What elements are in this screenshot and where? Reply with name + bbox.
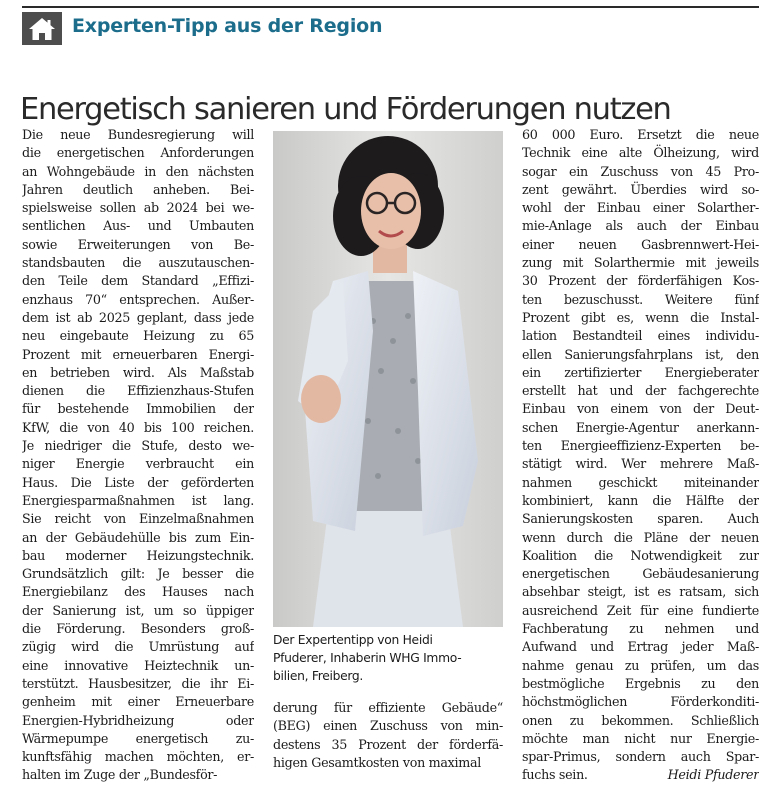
text-line: Prozent gibt es, wenn die Instal-: [522, 309, 759, 325]
text-line: für bestehende Immobilien der: [22, 401, 254, 417]
text-line: kunftsfähig machen möchten, er-: [22, 749, 254, 765]
text-line: niger Energie verbraucht ein: [22, 456, 254, 472]
text-line: ellen Sanierungsfahrplans ist, den: [522, 346, 759, 362]
text-line: lation Bestandteil eines individu-: [522, 328, 759, 344]
text-line: möchte man nicht nur Energie-: [522, 730, 759, 746]
author-signature: Heidi Pfuderer: [667, 767, 759, 783]
text-line: standsbauten die auszutauschen-: [22, 255, 254, 271]
caption-line: Der Expertentipp von Heidi: [273, 633, 433, 647]
text-line: terstützt. Hausbesitzer, die ihr Ei-: [22, 675, 254, 691]
text-line: der Sanierung ist, um so üppiger: [22, 602, 254, 618]
text-line: wohl der Einbau einer Solarther-: [522, 200, 759, 216]
text-line: destens 35 Prozent der förderfä-: [273, 736, 503, 752]
text-line: sowie Erweiterungen von Be-: [22, 236, 254, 252]
text-line: spar-Primus, sondern auch Spar-: [522, 749, 759, 765]
text-line: ein zertifizierter Energieberater: [522, 364, 759, 380]
text-line: higen Gesamtkosten von maximal: [273, 754, 482, 770]
text-line: Sanierungskosten sparen. Auch: [522, 511, 759, 527]
text-line: nahmen geschickt miteinander: [522, 474, 759, 490]
text-line: energetischen Gebäudesanierung: [522, 566, 759, 582]
article-column-3: [522, 126, 759, 785]
text-line: sentlichen Aus- und Umbauten: [22, 218, 254, 234]
text-line: genheim mit einer Erneuerbare: [22, 694, 254, 710]
caption-line: bilien, Freiberg.: [273, 669, 364, 683]
text-line: Sie reicht von Einzelmaßnahmen: [22, 511, 254, 527]
text-line: einer neuen Gasbrennwert-Hei-: [522, 236, 759, 252]
text-line: Aufwand und Ertrag jeder Maß-: [522, 639, 759, 655]
text-line: wenn durch die Pläne der neuen: [522, 529, 759, 545]
text-line: absehbar steigt, ist es ratsam, sich: [522, 584, 759, 600]
text-line: nahme genau zu prüfen, um das: [522, 657, 759, 673]
article-headline: Energetisch sanieren und Förderungen nutzen: [20, 92, 671, 128]
text-line: zügig wird die Umrüstung auf: [22, 639, 254, 655]
text-line: Koalition die Notwendigkeit zur: [522, 547, 759, 563]
text-line: halten im Zuge der „Bundesför-: [22, 767, 218, 783]
article-column-2: [273, 699, 503, 772]
text-line: Energiesparmaßnahmen ist lang.: [22, 492, 254, 508]
text-line: schen Energie-Agentur anerkann-: [522, 419, 759, 435]
text-line: sogar ein Zuschuss von 45 Pro-: [522, 163, 759, 179]
photo-caption: [273, 631, 503, 685]
text-line: Die neue Bundesregierung will: [22, 127, 254, 142]
text-line: onen zu bekommen. Schließlich: [522, 712, 759, 728]
text-line: Je niedriger die Stufe, desto we-: [22, 438, 254, 454]
text-line: dem ist ab 2025 geplant, dass jede: [22, 309, 254, 325]
text-line: (BEG) einen Zuschuss von min-: [273, 718, 503, 734]
text-line: ten Energieeffizienz-Experten be-: [522, 438, 759, 454]
text-line: stätigt wird. Wer mehrere Maß-: [522, 456, 759, 472]
text-line: Energiebilanz des Hauses nach: [22, 584, 254, 600]
text-line: Fachberatung zu nehmen und: [522, 621, 759, 637]
text-line: eine innovative Heiztechnik un-: [22, 657, 254, 673]
text-line: Wärmepumpe energetisch zu-: [22, 730, 254, 746]
text-line: neu eingebaute Heizung zu 65: [22, 328, 254, 344]
text-line: an der Gebäudehülle bis zum Ein-: [22, 529, 254, 545]
text-line: bau moderner Heizungstechnik.: [22, 547, 254, 563]
text-line: Grundsätzlich gilt: Je besser die: [22, 566, 254, 582]
caption-line: Pfuderer, Inhaberin WHG Immo-: [273, 651, 462, 665]
text-line: höchstmöglichen Förderkonditi-: [522, 694, 759, 710]
text-line: dienen die Effizienzhaus-Stufen: [22, 383, 254, 399]
text-line: Haus. Die Liste der geförderten: [22, 474, 254, 490]
text-line: ten bezuschusst. Weitere fünf: [522, 291, 759, 307]
text-line: kombiniert, kann die Hälfte der: [522, 492, 759, 508]
text-line: KfW, die von 40 bis 100 reichen.: [22, 419, 254, 435]
text-line: fuchs sein. Heidi Pfuderer: [522, 766, 759, 784]
text-line: erstellt hat und der fachgerechte: [522, 383, 759, 399]
text-line: die energetischen Anforderungen: [22, 145, 254, 161]
text-line: die Förderung. Besonders groß-: [22, 621, 254, 637]
text-line: den Teile dem Standard „Effizi-: [22, 273, 254, 289]
text-line: an Wohngebäude in den nächsten: [22, 163, 254, 179]
text-line: ausreichend Zeit für eine fundierte: [522, 602, 759, 618]
text-line: mie-Anlage als auch der Einbau: [522, 218, 759, 234]
text-line: derung für effiziente Gebäude“: [273, 700, 503, 715]
text-line: zent gewährt. Überdies wird so-: [522, 181, 759, 197]
article-column-1: [22, 126, 254, 785]
text-line: Energien-Hybridheizung oder: [22, 712, 254, 728]
text-line: Jahren deutlich anheben. Bei-: [22, 181, 254, 197]
text-line: 30 Prozent der förderfähigen Kos-: [522, 273, 759, 289]
text-line: Prozent mit erneuerbaren Energi-: [22, 346, 254, 362]
text-line: en betrieben wird. Als Maßstab: [22, 364, 254, 380]
kicker-label: Experten-Tipp aus der Region: [72, 15, 383, 37]
house-icon: [22, 12, 62, 45]
text-line: bestmögliche Ergebnis zu den: [522, 675, 759, 691]
author-photo: [273, 131, 503, 627]
text-line: zung mit Solarthermie mit jeweils: [522, 255, 759, 271]
text-line: Einbau von einem von der Deut-: [522, 401, 759, 417]
text-line: 60 000 Euro. Ersetzt die neue: [522, 127, 759, 142]
text-line: enzhaus 70“ entsprechen. Außer-: [22, 291, 254, 307]
text-line: Technik eine alte Ölheizung, wird: [522, 145, 759, 161]
top-rule: [22, 6, 759, 8]
text-line: spielsweise sollen ab 2024 bei we-: [22, 200, 254, 216]
